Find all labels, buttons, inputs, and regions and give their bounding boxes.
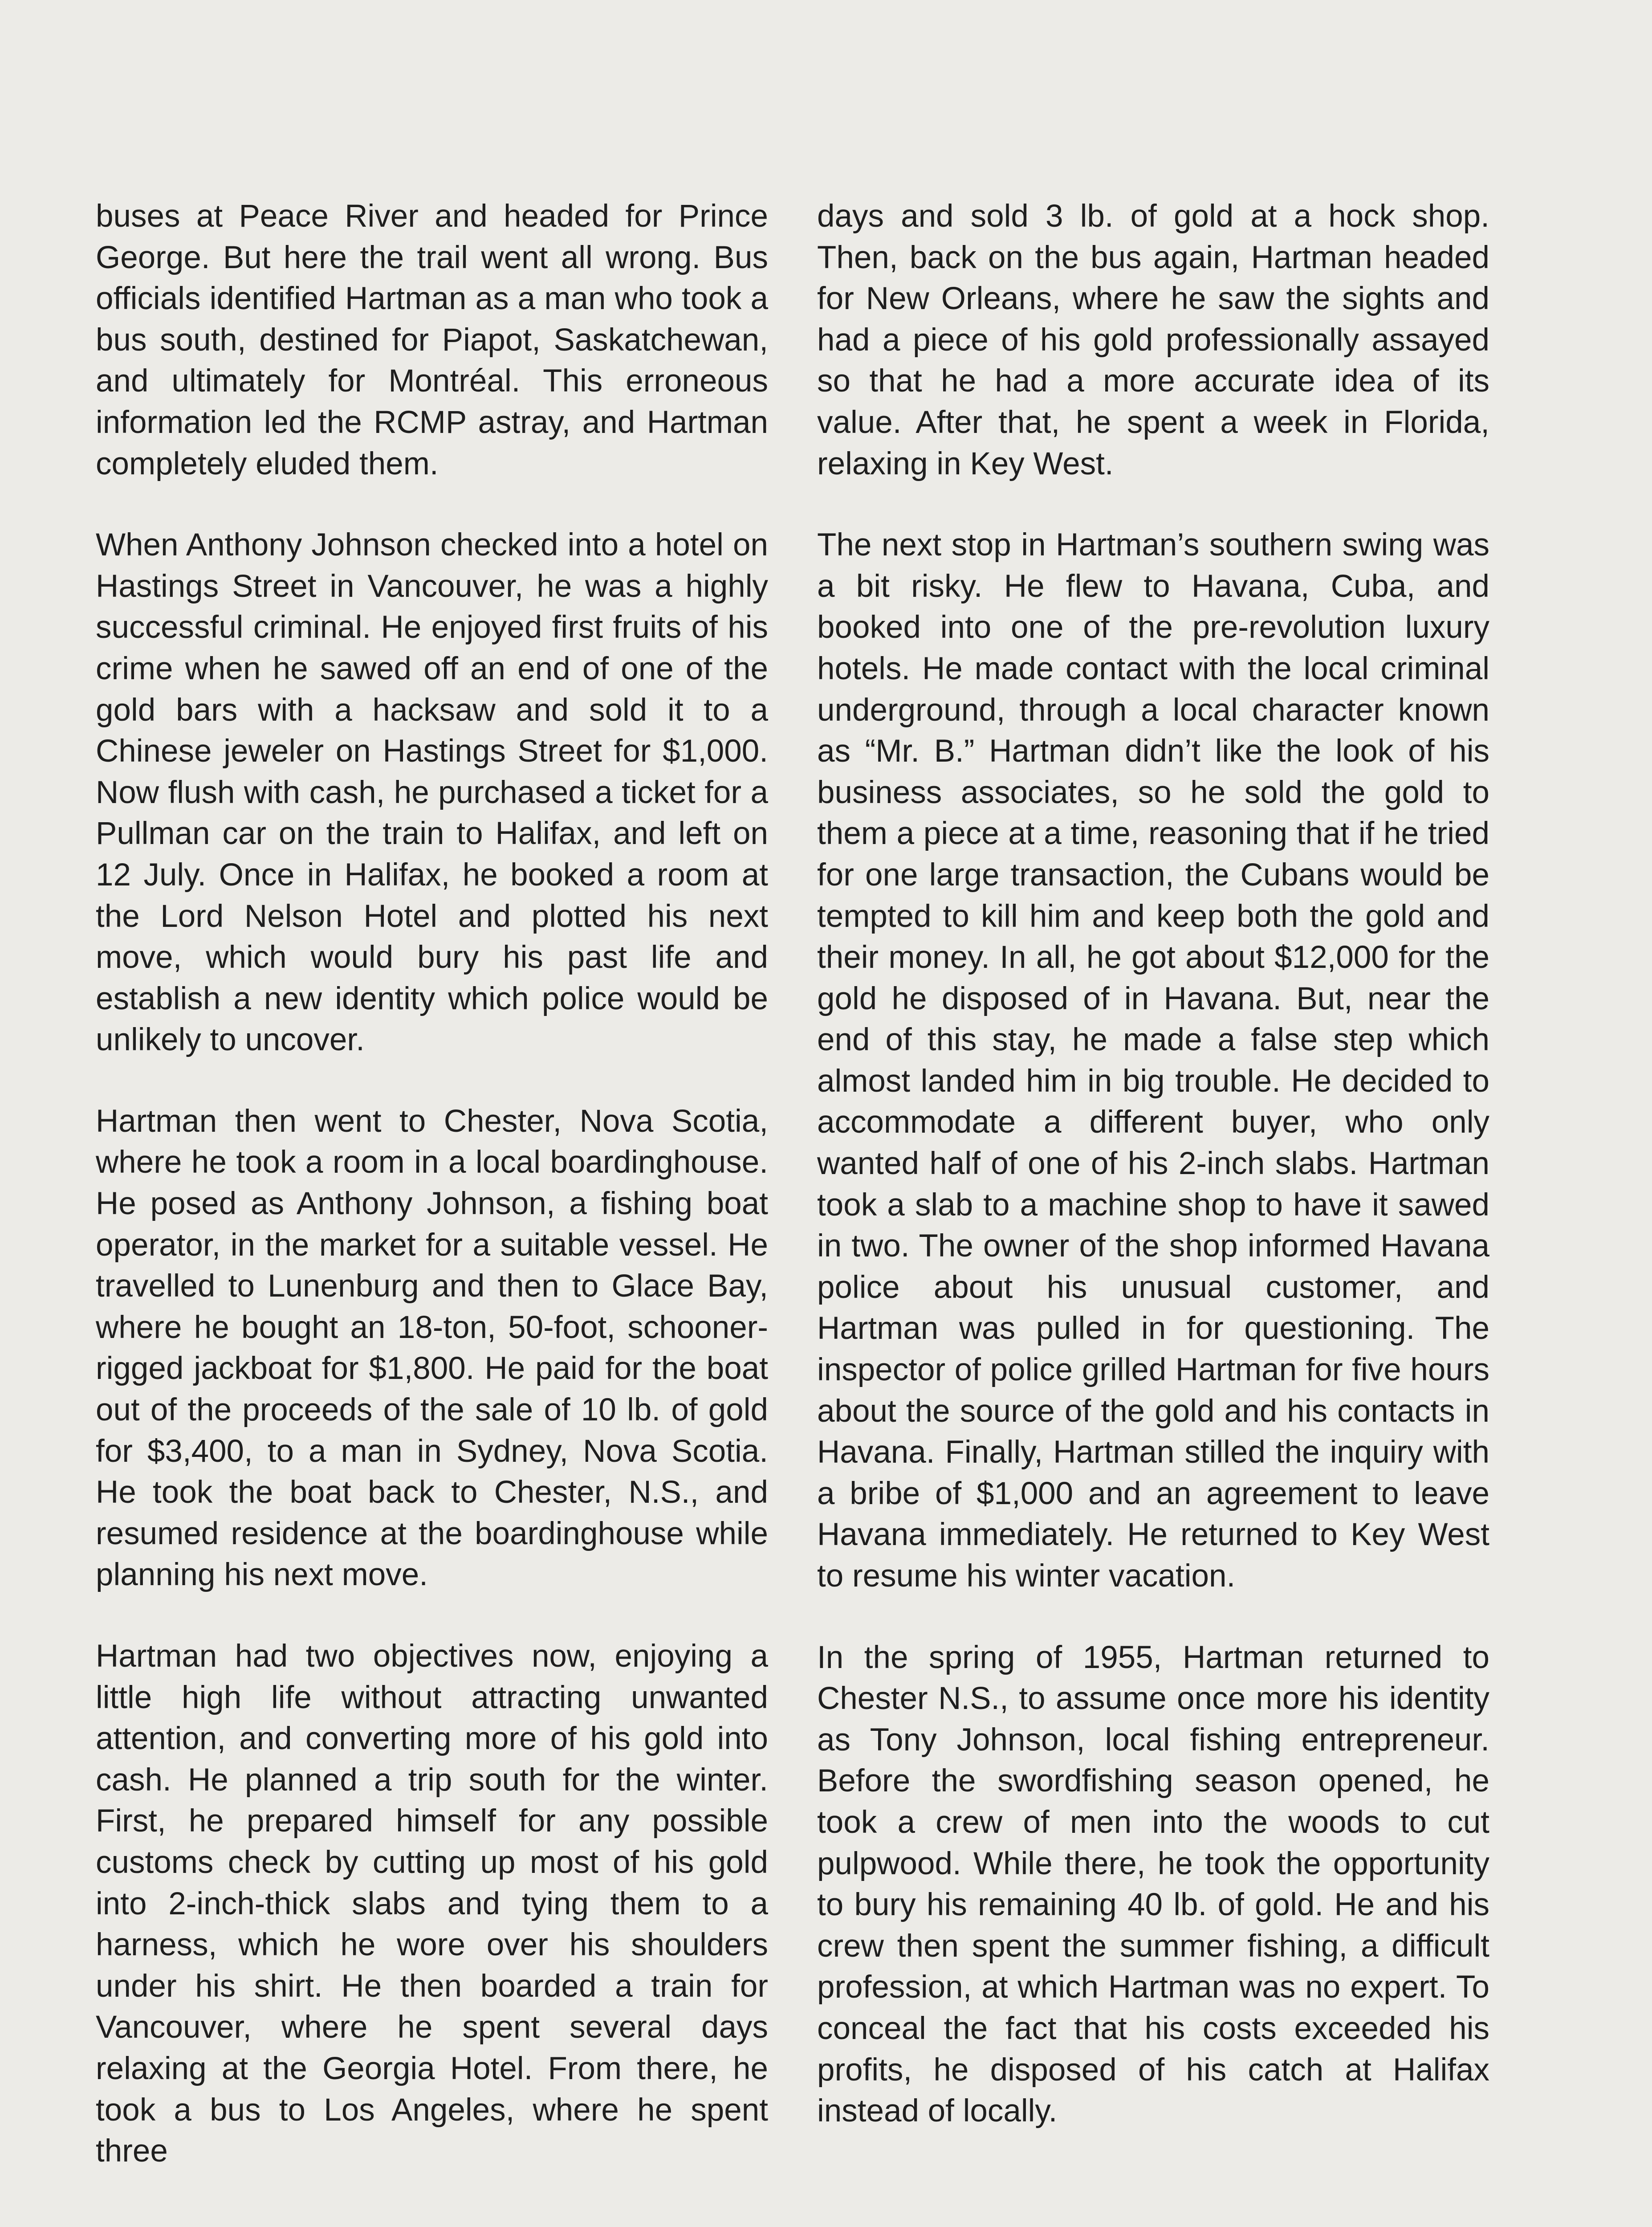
article-paragraph: days and sold 3 lb. of gold at a hock shop. Then, back on the bus again, Hartman headed for New Orleans, where he saw the sights and had a piece of his gold professionally assayed so that he had a more accurate idea of its value. After that, he spent a week in Florida, relaxing in Key West. [817, 199, 1489, 481]
article-paragraph: The next stop in Hartman’s southern swing was a bit risky. He flew to Havana, Cuba, and booked into one of the pre-revolution luxury hotels. He made contact with the local criminal underground, through a local character known as “Mr. B.” Hartman didn’t like the look of his business associates, so he sold the gold to them a piece at a time, reasoning that if he tried for one large transaction, the Cubans would be tempted to kill him and keep both the gold and their money. In all, he got about $12,000 for the gold he disposed of in Havana. But, near the end of this stay, he made a false step which almost landed him in big trouble. He decided to accommodate a different buyer, who only wanted half of one of his 2-inch slabs. Hartman took a slab to a machine shop to have it sawed in two. The owner of the shop informed Havana police about his unusual customer, and Hartman was pulled in for questioning. The inspector of police grilled Hartman for five hours about the source of the gold and his contacts in Havana. Finally, Hartman stilled the inquiry with a bribe of $1,000 and an agreement to leave Havana immediately. He returned to Key West to resume his winter vacation. [817, 527, 1489, 1594]
article-paragraph: When Anthony Johnson checked into a hotel on Hastings Street in Vancouver, he was a highly successful criminal. He enjoyed first fruits of his crime when he sawed off an end of one of the gold bars with a hacksaw and sold it to a Chinese jeweler on Hastings Street for $1,000. Now flush with cash, he purchased a ticket for a Pullman car on the train to Halifax, and left on 12 July. Once in Halifax, he booked a room at the Lord Nelson Hotel and plotted his next move, which would bury his past life and establish a new identity which police would be unlikely to uncover. [96, 527, 768, 1058]
article-paragraph: In the spring of 1955, Hartman returned to Chester N.S., to assume once more his identity as Tony Johnson, local fishing entrepreneur. Before the swordfishing season opened, he took a crew of men into the woods to cut pulpwood. While there, he took the opportunity to bury his remaining 40 lb. of gold. He and his crew then spent the summer fishing, a difficult profession, at which Hartman was no expert. To conceal the fact that his costs exceeded his profits, he disposed of his catch at Halifax instead of locally. [817, 1640, 1489, 2129]
article-paragraph: Hartman then went to Chester, Nova Scotia, where he took a room in a local boardinghouse. He posed as Anthony Johnson, a fishing boat operator, in the market for a suitable vessel. He travelled to Lunenburg and then to Glace Bay, where he bought an 18-ton, 50-foot, schooner-rigged jackboat for $1,800. He paid for the boat out of the proceeds of the sale of 10 lb. of gold for $3,400, to a man in Sydney, Nova Scotia. He took the boat back to Chester, N.S., and resumed residence at the boardinghouse while planning his next move. [96, 1103, 768, 1593]
left-column [96, 196, 768, 2212]
right-column [817, 196, 1489, 2172]
article-paragraph: Hartman had two objectives now, enjoying a little high life without attracting unwanted attention, and converting more of his gold into cash. He planned a trip south for the winter. First, he prepared himself for any possible customs check by cutting up most of his gold into 2-inch-thick slabs and tying them to a harness, which he wore over his shoulders under his shirt. He then boarded a train for Vancouver, where he spent several days relaxing at the Georgia Hotel. From there, he took a bus to Los Angeles, where he spent three [96, 1639, 768, 2169]
article-paragraph: buses at Peace River and headed for Prince George. But here the trail went all wrong. Bus officials identified Hartman as a man who took a bus south, destined for Piapot, Saskatchewan, and ultimately for Montréal. This erroneous information led the RCMP astray, and Hartman completely eluded them. [96, 199, 768, 481]
